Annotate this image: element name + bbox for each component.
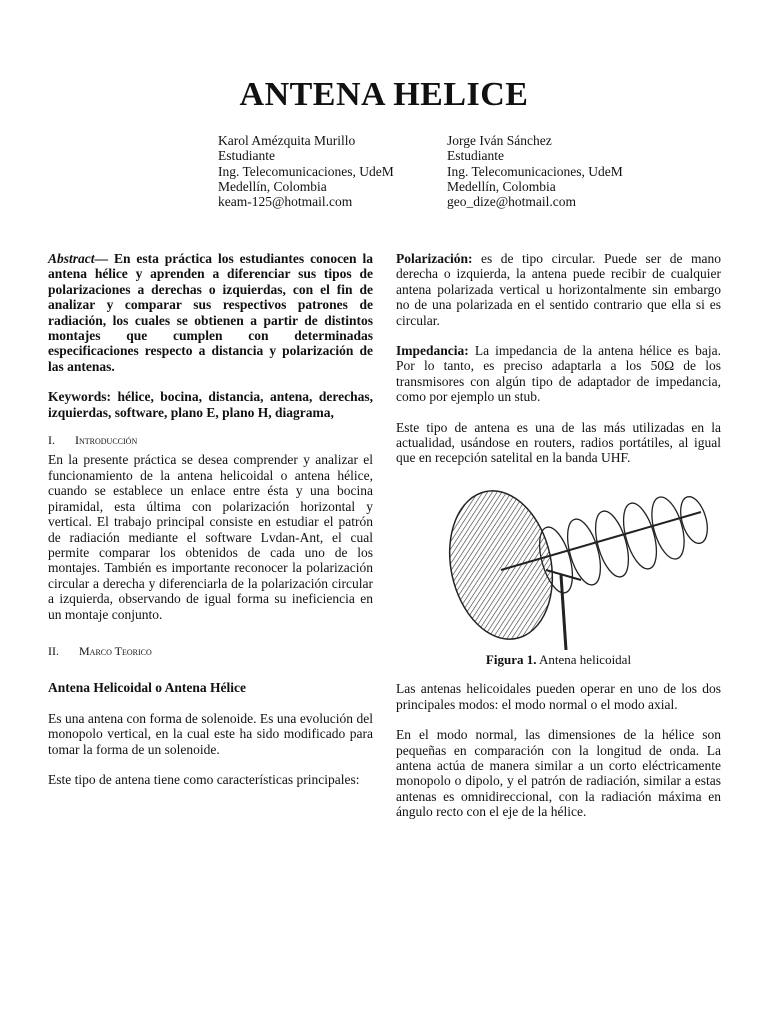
figure-caption [396,652,721,667]
modos-paragraph: Las antenas helicoidales pueden operar en uno de los dos principales modos: el modo normal o el modo axial. [396,681,721,712]
intro-paragraph: En la presente práctica se desea comprender y analizar el funcionamiento de la antena helicoidal o antena hélice, cuando se establece un enlace entre ésta y una bocina piramidal, esta última con polarización horizontal y vertical. El trabajo principal consiste en estudiar el patrón de radiación mediante el software Lvdan-Ant, el cual permite comparar los obtenidos de cada uno de los montajes. También es importante reconocer la polarización circular a derecha y diferenciarla de la polarización circular a izquierda, observando de igual forma su ineficiencia en un montaje conjunto. [48,452,373,622]
paper-title: ANTENA HELICE [239,76,529,113]
subsection-heading: Antena Helicoidal o Antena Hélice [48,680,246,696]
keywords-text: hélice, bocina, distancia, antena, derechas, izquierdas, software, plano E, plano H, diagrama, [48,389,373,420]
uso-paragraph: Este tipo de antena es una de las más utilizadas en la actualidad, usándose en routers, radios portátiles, al igual que en recepción satelital en la banda UHF. [396,419,721,466]
author-role: Estudiante [447,148,504,164]
modo-normal-paragraph: En el modo normal, las dimensiones de la hélice son pequeñas en comparación con la longitud de onda. La antena actúa de manera similar a un corto eléctricamente monopolo o dipolo, y el patrón de radiación, similar a estas antenas es omnidireccional, con la radiación máxima en ángulo recto con el eje de la hélice. [396,727,721,820]
keywords [48,389,373,420]
abstract-text: En esta práctica los estudiantes conocen la antena hélice y aprenden a diferenciar sus tipos de polarizaciones a derechas o izquierdas, con el fin de analizar y comparar sus respectivos patrones de radiación, los cuales se obtienen a partir de distintos montajes que cumplen con determinadas especificaciones respecto a distancia y polarización de las antenas. [48,251,373,374]
section-title: Marco Teorico [79,643,152,658]
abstract-label: Abstract [48,251,95,266]
section-heading-1 [48,433,373,448]
mast [561,575,566,650]
helix-antenna-illustration [396,490,721,650]
author-block-2 [447,133,623,209]
author-role: Estudiante [218,148,275,164]
author-city: Medellín, Colombia [218,178,327,194]
impedancia-text: La impedancia de la antena hélice es baja. Por lo tanto, es preciso adaptarla a los 50Ω de los transmisores con algún tipo de adaptador de impedancia, como por ejemplo un stub. [396,343,721,405]
helix-antenna-figure [396,490,721,650]
polarizacion-paragraph [396,251,721,328]
impedancia-label: Impedancia: [396,343,469,359]
polarizacion-label: Polarización: [396,251,473,266]
section-number: I. [48,433,55,448]
abstract-dash: — [94,251,109,266]
polarizacion-text: es de tipo circular. Puede ser de mano derecha o izquierda, la antena puede recibir de cualquier antena polarizada vertical u horizontalmente sin embargo no de una polarizada en el sentido contrario que ella si es circular. [396,251,721,328]
author-email: geo_dize@hotmail.com [447,194,577,210]
impedancia-paragraph [396,343,721,405]
author-dept: Ing. Telecomunicaciones, UdeM [447,163,623,179]
author-dept: Ing. Telecomunicaciones, UdeM [218,163,394,179]
keywords-label: Keywords: [48,389,111,405]
helicoidal-paragraph: Es una antena con forma de solenoide. Es una evolución del monopolo vertical, en la cual este ha sido modificado para tomar la forma de un solenoide. [48,710,373,757]
abstract [48,251,373,374]
section-heading-2 [48,644,373,659]
right-column [396,251,721,820]
section-title: Introducción [75,433,138,448]
author-name: Karol Amézquita Murillo [218,133,356,148]
helix-turn [676,493,712,546]
figure-caption-text: Antena helicoidal [536,651,632,667]
section-number: II. [48,643,59,658]
left-column [48,251,373,787]
author-city: Medellín, Colombia [447,178,556,194]
author-name: Jorge Iván Sánchez [447,133,552,148]
figure-label: Figura 1. [485,651,537,667]
author-email: keam-125@hotmail.com [218,194,353,210]
author-block-1 [218,133,394,209]
caracteristicas-paragraph: Este tipo de antena tiene como características principales: [48,771,360,787]
